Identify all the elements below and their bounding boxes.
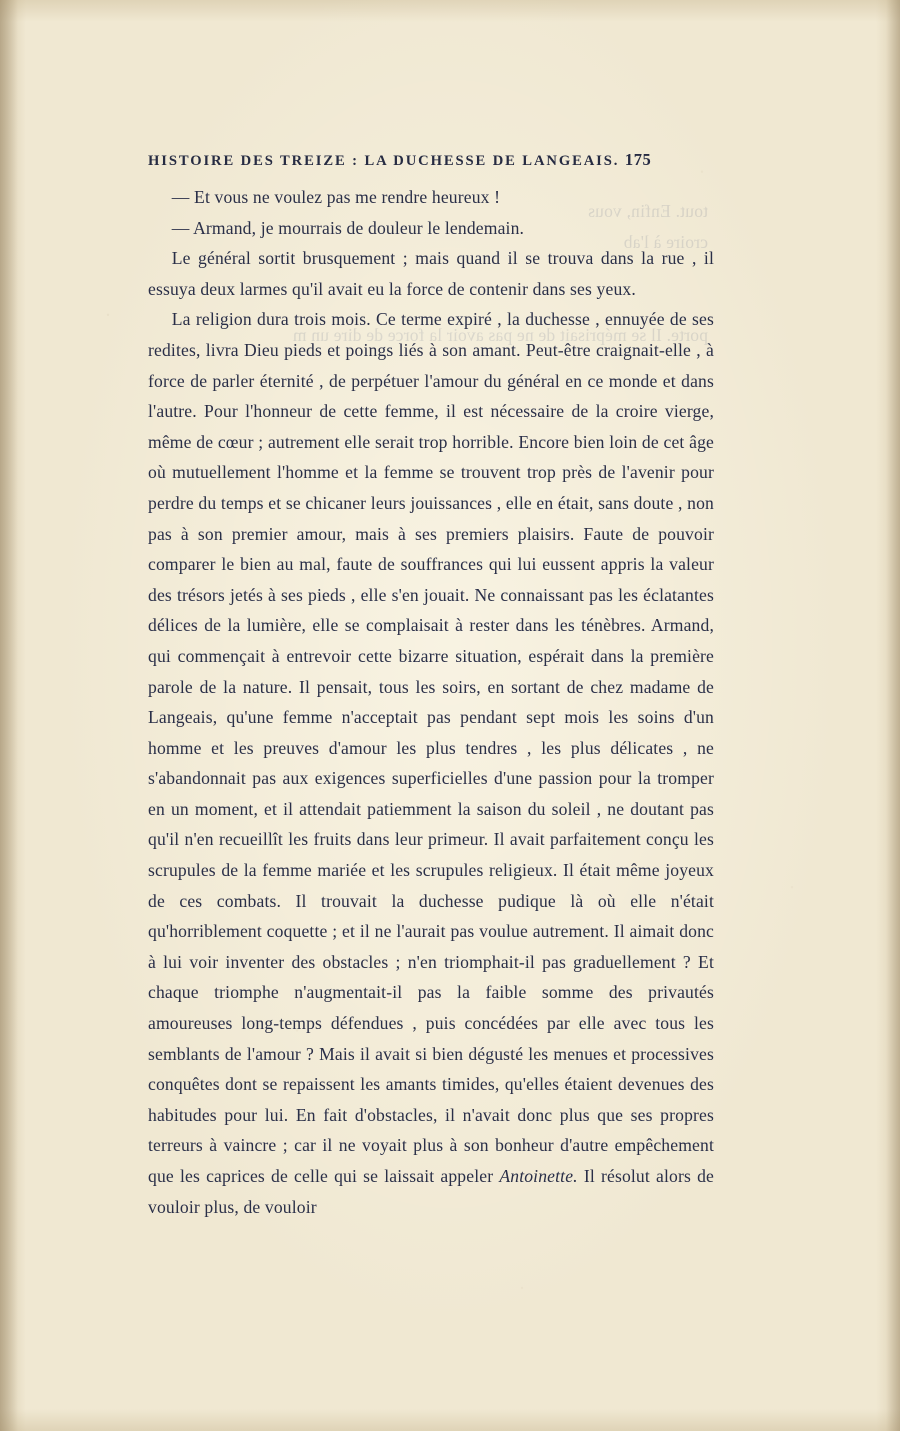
page-body-text xyxy=(148,182,714,1222)
paragraph-3: Le général sortit brusquement ; mais quand il se trouva dans la rue , il essuya deux larmes qu'il avait eu la force de contenir dans ses yeux. xyxy=(148,248,714,299)
paragraph-dialogue-1: — Et vous ne voulez pas me rendre heureux ! xyxy=(171,187,501,207)
running-title: HISTOIRE DES TREIZE : LA DUCHESSE DE LANGEAIS. xyxy=(148,153,620,169)
italic-name: Antoinette. xyxy=(499,1166,578,1186)
bleed-line-3: porte. Il se méprisait de ne pas avoir la force de dire un m xyxy=(292,325,708,345)
page-left-edge-shadow xyxy=(0,0,18,1431)
running-head xyxy=(148,150,752,170)
page-number: 175 xyxy=(624,150,652,169)
paragraph-4-tail: Il résolut alors de vouloir plus, de vouloir xyxy=(148,1166,714,1217)
bleed-line-2: croire à l'ab xyxy=(623,232,708,252)
paragraph-4-text: La religion dura trois mois. Ce terme expiré , la duchesse , ennuyée de ses redites, livra Dieu pieds et poings liés à son amant. Peut-être craignait-elle , à force de parler éternité , de perpétuer l'amour du général en ce monde et dans l'autre. Pour l'honneur de cette femme, il est nécessaire de la croire vierge, même de cœur ; autrement elle serait trop horrible. Encore bien loin de cet âge où mutuellement l'homme et la femme se trouvent trop près de l'avenir pour perdre du temps et se chicaner leurs jouissances , elle en était, sans doute , non pas à son premier amour, mais à ses premiers plaisirs. Faute de pouvoir comparer le bien au mal, faute de souffrances qui lui eussent appris la valeur des trésors jetés à ses pieds , elle s'en jouait. Ne connaissant pas les éclatantes délices de la lumière, elle se complaisait à rester dans les ténèbres. Armand, qui commençait à entrevoir cette bizarre situation, espérait dans la première parole de la nature. Il pensait, tous les soirs, en sortant de chez madame de Langeais, qu'une femme n'acceptait pas pendant sept mois les soins d'un homme et les preuves d'amour les plus tendres , les plus délicates , ne s'abandonnait pas aux exigences superficielles d'une passion pour la tromper en un moment, et il attendait patiemment la saison du soleil , ne doutant pas qu'il n'en recueillît les fruits dans leur primeur. Il avait parfaitement conçu les scrupules de la femme mariée et les scrupules religieux. Il était même joyeux de ces combats. Il trouvait la duchesse pudique là où elle n'était qu'horriblement coquette ; et il ne l'aurait pas voulue autrement. Il aimait donc à lui voir inventer des obstacles ; n'en triomphait-il pas graduellement ? Et chaque triomphe n'augmentait-il pas la faible somme des privautés amoureuses long-temps défendues , puis concédées par elle avec tous les semblants de l'amour ? Mais il avait si bien dégusté les menues et processives conquêtes dont se repaissent les amants timides, qu'elles étaient devenues des habitudes pour lui. En fait d'obstacles, il n'avait donc plus que ses propres terreurs à vaincre ; car il ne voyait plus à son bonheur d'autre empêchement que les caprices de celle qui se laissait appeler xyxy=(148,309,714,1186)
paragraph-dialogue-2: — Armand, je mourrais de douleur le lendemain. xyxy=(171,217,525,238)
bleed-line-1: tout. Enfin, vous xyxy=(587,201,708,221)
paragraph-4 xyxy=(148,304,714,1222)
page-right-edge-shadow xyxy=(886,0,900,1431)
